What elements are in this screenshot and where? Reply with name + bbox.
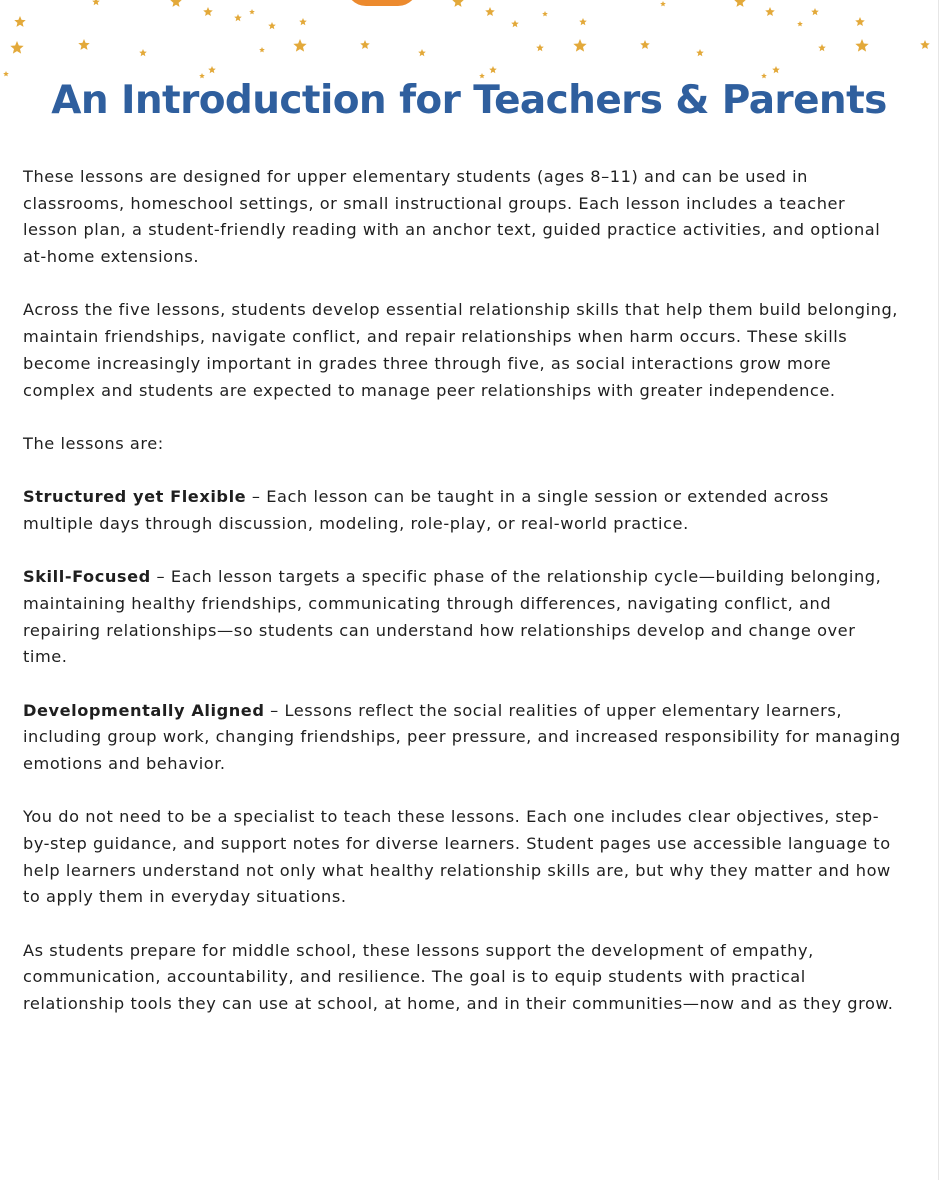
star-icon — [78, 39, 89, 50]
star-icon — [489, 66, 497, 73]
star-icon — [360, 40, 370, 49]
star-icon — [772, 66, 780, 73]
star-icon — [208, 66, 216, 73]
star-icon — [10, 41, 23, 54]
star-icon — [573, 39, 586, 52]
star-icon — [234, 14, 242, 21]
star-icon — [660, 1, 666, 6]
star-icon — [485, 7, 495, 16]
star-icon — [268, 22, 276, 29]
star-icon — [818, 44, 826, 51]
star-icon — [811, 8, 819, 15]
feature-structured — [23, 484, 903, 537]
skills-paragraph: Across the five lessons, students develop essential relationship skills that help them build belonging, maintain friendships, navigate conflict, and repair relationships when harm occurs. These skills become increasingly important in grades three through five, as social interactions grow more complex and students are expected to manage peer relationships with greater independence. — [23, 300, 898, 400]
star-icon — [170, 0, 181, 7]
star-icon — [299, 18, 307, 25]
page-title: An Introduction for Teachers & Parents — [51, 78, 887, 123]
lessons-are-label: The lessons are: — [23, 433, 164, 453]
feature-term: Skill-Focused — [23, 567, 151, 587]
star-icon — [3, 71, 9, 76]
feature-skill-focused — [23, 564, 903, 671]
star-icon — [734, 0, 745, 7]
star-icon — [418, 49, 426, 56]
intro-paragraph: These lessons are designed for upper elementary students (ages 8–11) and can be used in classrooms, homeschool settings, or small instructional groups. Each lesson includes a teacher lesson plan, a student-friendly reading with an anchor text, guided practice activities, and optional at-home extensions. — [23, 167, 881, 267]
star-icon — [293, 39, 306, 52]
star-icon — [452, 0, 463, 7]
star-icon — [139, 49, 147, 56]
star-icon — [640, 40, 650, 49]
star-icon — [92, 0, 100, 5]
star-icon — [855, 17, 865, 26]
feature-term: Structured yet Flexible — [23, 487, 247, 507]
star-icon — [536, 44, 544, 51]
document-body — [23, 164, 903, 1044]
feature-description: – Lessons reflect the social realities of upper elementary learners, including group work, changing friendships, peer pressure, and increased responsibility for managing emotions and behavior. — [23, 700, 901, 773]
star-icon — [14, 16, 25, 27]
closing-paragraph: As students prepare for middle school, these lessons support the development of empathy, communication, accountability, and resilience. The goal is to equip students with practical relationship tools they can use at school, at home, and in their communities—now and as they grow. — [23, 940, 894, 1014]
feature-description: – Each lesson targets a specific phase of the relationship cycle—building belonging, maintaining healthy friendships, communicating through differences, navigating conflict, and repairing relationships—so students can understand how relationships develop and change over time. — [23, 567, 882, 667]
star-icon — [511, 20, 519, 27]
star-icon — [696, 49, 704, 56]
star-icon — [579, 18, 587, 25]
star-icon — [920, 40, 930, 49]
star-icon — [542, 11, 548, 16]
star-icon — [259, 47, 265, 52]
star-icon — [249, 9, 255, 14]
star-icon — [203, 7, 213, 16]
star-icon — [855, 39, 868, 52]
star-icon — [797, 21, 803, 26]
feature-term: Developmentally Aligned — [23, 700, 265, 720]
star-icon — [765, 7, 775, 16]
feature-developmentally-aligned — [23, 698, 903, 778]
feature-description: – Each lesson can be taught in a single session or extended across multiple days through discussion, modeling, role-play, or real-world practice. — [23, 487, 829, 533]
specialist-paragraph: You do not need to be a specialist to teach these lessons. Each one includes clear objectives, step-by-step guidance, and support notes for diverse learners. Student pages use accessible language to help learners understand not only what healthy relationship skills are, but why they matter and how to apply them in everyday situations. — [23, 807, 891, 907]
